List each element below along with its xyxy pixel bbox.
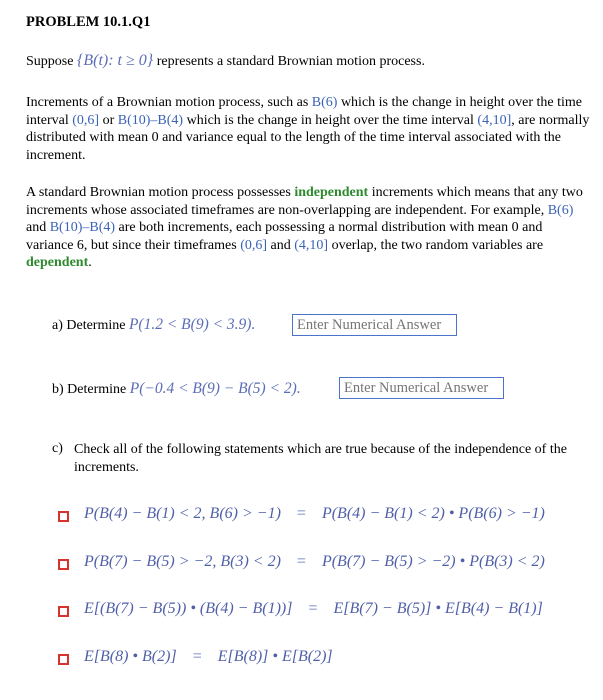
para2-text-5: and — [267, 237, 295, 253]
statement-3-equals: = — [308, 600, 318, 617]
statement-4-checkbox[interactable] — [58, 654, 69, 665]
para2-text-7: . — [88, 255, 92, 270]
para2-text-1: A standard Brownian motion process possesses — [26, 185, 295, 200]
part-b-expression: P(−0.4 < B(9) − B(5) < 2). — [129, 380, 301, 397]
part-a-label: a) Determine — [52, 318, 126, 333]
statement-4 — [84, 648, 333, 666]
para1-text-4: which is the change in height over the time interval — [183, 112, 478, 128]
part-b-label: b) Determine — [52, 382, 127, 397]
para2-highlight-2: B(10)–B(4) — [49, 220, 116, 235]
statement-1-equals: = — [296, 505, 306, 522]
para1-highlight-4: (4,10] — [477, 112, 512, 128]
para1-highlight-3: B(10)–B(4) — [117, 112, 184, 128]
problem-title: PROBLEM 10.1.Q1 — [26, 14, 151, 30]
para2-highlight-3: (0,6] — [240, 237, 268, 253]
statement-2-rhs: P(B(7) − B(5) > −2) • P(B(3) < 2) — [321, 553, 545, 570]
statement-3 — [84, 600, 543, 618]
para2-text-2: increments which means that any two increments whose associated timeframes are non-overlapping are independent. For example, — [26, 185, 583, 218]
para2-emphasis-independent: independent — [294, 185, 369, 200]
statement-2 — [84, 553, 545, 571]
para1-highlight-1: B(6) — [311, 95, 338, 110]
para2-highlight-4: (4,10] — [294, 237, 329, 253]
statement-2-lhs: P(B(7) − B(5) > −2, B(3) < 2) — [84, 553, 281, 570]
para1-text-2: which is the change in height over the time interval — [26, 95, 582, 128]
statement-1-lhs: P(B(4) − B(1) < 2, B(6) > −1) — [84, 505, 281, 522]
statement-4-rhs: E[B(8)] • E[B(2)] — [217, 648, 333, 665]
part-c-label: c) — [52, 441, 63, 456]
para2-highlight-1: B(6) — [547, 202, 574, 218]
part-c-instructions: Check all of the following statements which are true because of the independence of the increments. — [74, 442, 567, 475]
para2-text-6: overlap, the two random variables are — [328, 237, 544, 253]
intro-suffix: represents a standard Brownian motion process. — [156, 54, 425, 69]
intro-math: {B(t): t ≥ 0} — [76, 52, 154, 69]
statement-4-lhs: E[B(8) • B(2)] — [84, 648, 177, 665]
intro-prefix: Suppose — [26, 54, 74, 69]
para1-highlight-2: (0,6] — [72, 112, 100, 128]
statement-3-rhs: E[B(7) − B(5)] • E[B(4) − B(1)] — [333, 600, 543, 617]
part-a-answer-input[interactable] — [292, 314, 457, 336]
para1-text-1: Increments of a Brownian motion process, such as — [26, 95, 312, 110]
paragraph-independence — [26, 184, 592, 272]
statement-3-lhs: E[(B(7) − B(5)) • (B(4) − B(1))] — [84, 600, 293, 617]
para1-text-5: , are normally distributed with mean 0 and variance equal to the length of the time interval associated with the increment. — [26, 112, 590, 163]
statement-3-checkbox[interactable] — [58, 606, 69, 617]
statement-4-equals: = — [192, 648, 202, 665]
part-a-question — [52, 316, 255, 334]
intro-line — [26, 52, 425, 70]
para1-text-3: or — [99, 112, 118, 128]
statement-1 — [84, 505, 545, 523]
part-b-answer-input[interactable] — [339, 377, 504, 399]
statement-2-checkbox[interactable] — [58, 559, 69, 570]
paragraph-increments — [26, 94, 592, 164]
para2-text-3: and — [26, 220, 50, 235]
statement-1-rhs: P(B(4) − B(1) < 2) • P(B(6) > −1) — [321, 505, 545, 522]
para2-emphasis-dependent: dependent — [26, 255, 89, 270]
part-a-expression: P(1.2 < B(9) < 3.9). — [128, 316, 256, 333]
statement-2-equals: = — [296, 553, 306, 570]
statement-1-checkbox[interactable] — [58, 511, 69, 522]
part-b-question — [52, 380, 301, 398]
para2-text-4: are both increments, each possessing a normal distribution with mean 0 and variance 6, but since their timeframes — [26, 220, 543, 253]
